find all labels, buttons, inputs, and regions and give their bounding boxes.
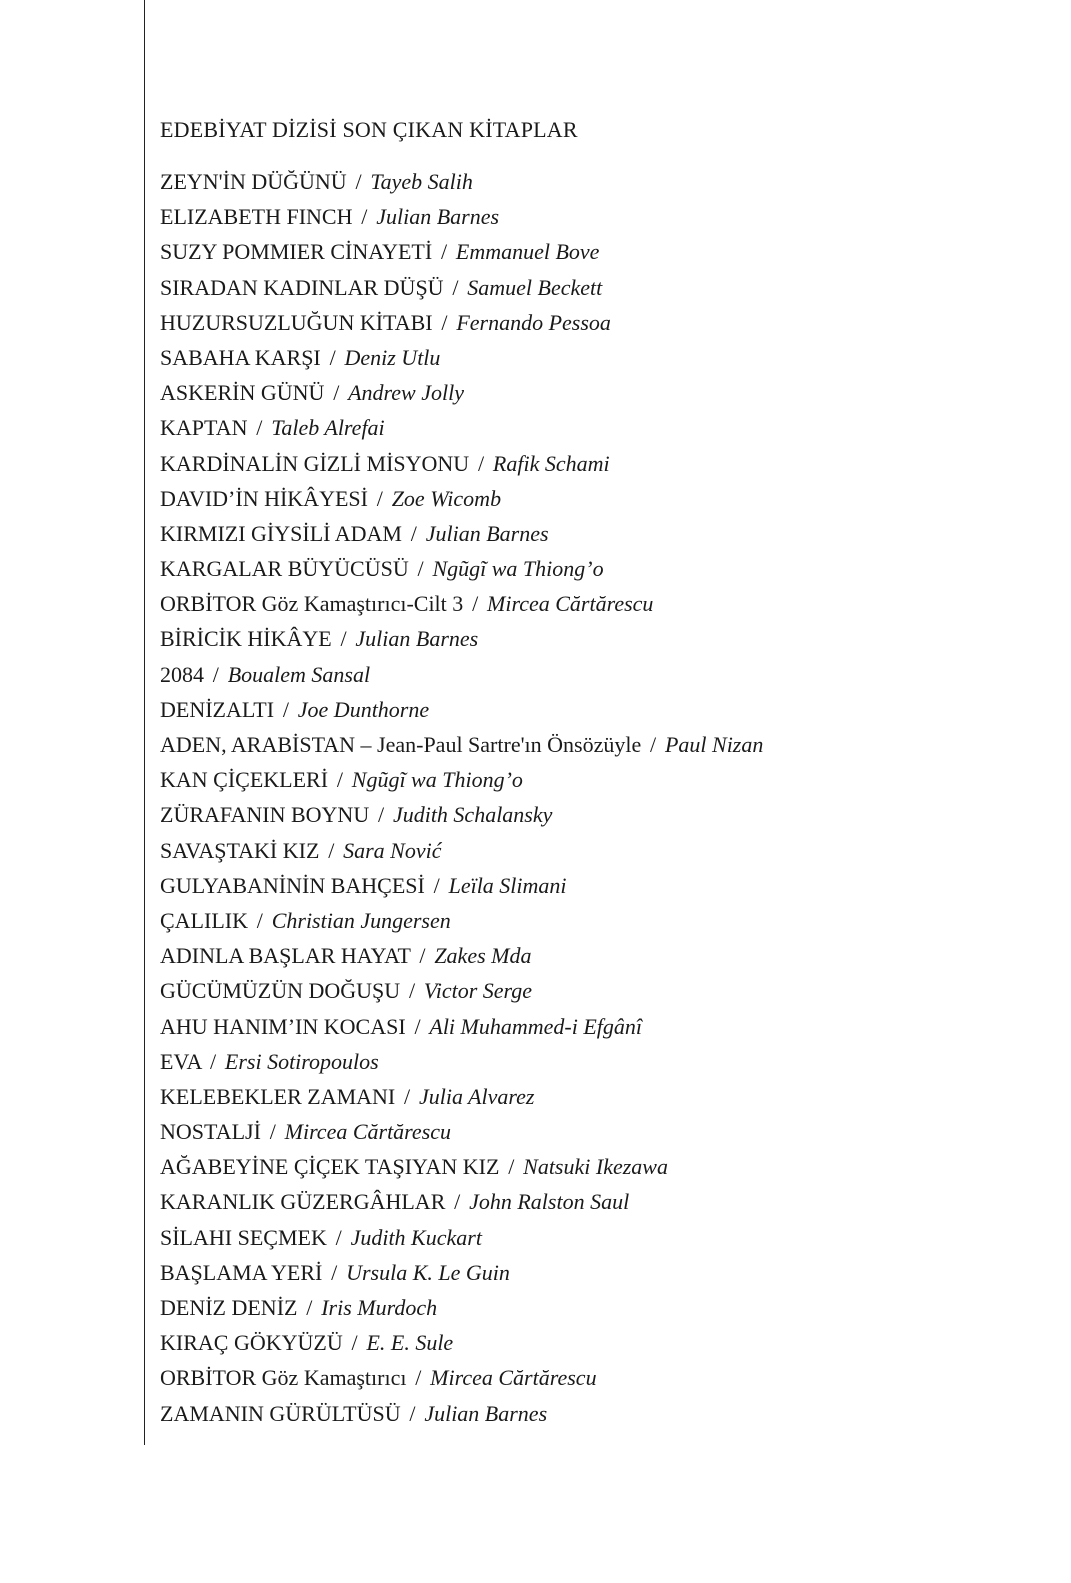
book-title: ÇALILIK <box>160 907 248 933</box>
list-item <box>160 375 1040 410</box>
book-author: Andrew Jolly <box>348 380 464 406</box>
book-title: EVA <box>160 1048 202 1074</box>
list-item <box>160 1184 1040 1219</box>
separator: / <box>329 344 336 370</box>
book-title: DENİZALTI <box>160 696 275 722</box>
separator: / <box>650 732 657 757</box>
book-author: Victor Serge <box>423 978 533 1004</box>
series-title: EDEBİYAT DİZİSİ SON ÇIKAN KİTAPLAR <box>160 117 578 142</box>
book-author: Julian Barnes <box>355 626 479 652</box>
book-title: NOSTALJİ <box>160 1119 261 1145</box>
list-item <box>160 199 1040 234</box>
list-item <box>160 551 1040 586</box>
separator: / <box>336 767 343 793</box>
book-author: Tayeb Salih <box>370 169 473 194</box>
book-author: Judith Schalansky <box>392 802 553 828</box>
list-item <box>160 481 1040 516</box>
separator: / <box>472 591 479 617</box>
separator: / <box>361 204 368 230</box>
list-item <box>160 446 1040 481</box>
book-author: Ngũgĩ wa Thiong’o <box>432 556 604 582</box>
book-title: KIRAÇ GÖKYÜZÜ <box>160 1330 343 1356</box>
book-title: DENİZ DENİZ <box>160 1295 298 1320</box>
book-author: Joe Dunthorne <box>297 696 430 722</box>
book-author: Christian Jungersen <box>271 907 451 933</box>
separator: / <box>409 1400 416 1426</box>
book-title: KAN ÇİÇEKLERİ <box>160 767 329 793</box>
separator: / <box>378 802 385 828</box>
book-title: ORBİTOR Göz Kamaştırıcı <box>160 1365 407 1391</box>
list-item <box>160 1220 1040 1255</box>
book-author: Rafik Schami <box>492 450 610 476</box>
separator: / <box>415 1365 422 1391</box>
list-item <box>160 164 1040 199</box>
list-item <box>160 516 1040 551</box>
book-title: ZEYN'İN DÜĞÜNÜ <box>160 169 347 194</box>
list-item <box>160 586 1040 621</box>
list-item <box>160 1114 1040 1149</box>
book-title: HUZURSUZLUĞUN KİTABI <box>160 309 433 335</box>
book-title: DAVID’İN HİKÂYESİ <box>160 485 368 511</box>
book-title: AĞABEYİNE ÇİÇEK TAŞIYAN KIZ <box>160 1154 500 1180</box>
list-item <box>160 1290 1040 1325</box>
book-author: Mircea Cărtărescu <box>430 1365 597 1391</box>
book-author: Deniz Utlu <box>344 344 441 370</box>
book-title: KARGALAR BÜYÜCÜSÜ <box>160 556 409 582</box>
book-author: Julian Barnes <box>376 204 500 230</box>
book-author: Ngũgĩ wa Thiong’o <box>351 767 523 793</box>
margin-rule <box>144 0 145 1445</box>
book-title: ASKERİN GÜNÜ <box>160 380 325 406</box>
list-item <box>160 1079 1040 1114</box>
book-title: SAVAŞTAKİ KIZ <box>160 837 320 863</box>
separator: / <box>419 943 426 969</box>
separator: / <box>508 1154 515 1180</box>
separator: / <box>269 1119 276 1145</box>
book-title: AHU HANIM’IN KOCASI <box>160 1013 406 1039</box>
book-author: Ersi Sotiropoulos <box>224 1048 379 1074</box>
list-item <box>160 1325 1040 1360</box>
book-author: Julian Barnes <box>424 1400 548 1426</box>
separator: / <box>328 837 335 863</box>
list-item <box>160 727 1040 762</box>
book-author: Julian Barnes <box>425 520 549 546</box>
separator: / <box>256 907 263 933</box>
book-author: Mircea Cărtărescu <box>487 591 654 617</box>
separator: / <box>256 415 263 441</box>
book-author: Fernando Pessoa <box>456 309 611 335</box>
list-item <box>160 305 1040 340</box>
separator: / <box>331 1259 338 1285</box>
separator: / <box>404 1083 411 1109</box>
list-item <box>160 762 1040 797</box>
separator: / <box>212 661 219 687</box>
book-title: KIRMIZI GİYSİLİ ADAM <box>160 520 402 546</box>
separator: / <box>209 1048 217 1074</box>
book-title: ADINLA BAŞLAR HAYAT <box>160 943 411 969</box>
book-author: Leïla Slimani <box>448 872 567 898</box>
list-item <box>160 621 1040 656</box>
list-item <box>160 868 1040 903</box>
separator: / <box>306 1295 313 1320</box>
list-item <box>160 270 1040 305</box>
book-author: Emmanuel Bove <box>455 239 600 265</box>
book-author: Natsuki Ikezawa <box>523 1154 668 1180</box>
list-item <box>160 340 1040 375</box>
list-item <box>160 1360 1040 1395</box>
separator: / <box>441 309 448 335</box>
book-author: Ali Muhammed-i Efgânî <box>429 1013 643 1039</box>
book-author: Sara Nović <box>343 837 442 863</box>
book-title: GULYABANİNİN BAHÇESİ <box>160 872 425 898</box>
list-item <box>160 938 1040 973</box>
book-title: KELEBEKLER ZAMANI <box>160 1083 396 1109</box>
book-list <box>160 164 1040 1431</box>
book-author: Paul Nizan <box>664 732 764 757</box>
book-title: GÜCÜMÜZÜN DOĞUŞU <box>160 978 401 1004</box>
book-author: Boualem Sansal <box>227 661 371 687</box>
book-author: Samuel Beckett <box>467 274 603 300</box>
list-item <box>160 234 1040 269</box>
book-author: Mircea Cărtărescu <box>284 1119 452 1145</box>
book-title: 2084 <box>160 661 204 687</box>
book-author: Ursula K. Le Guin <box>346 1259 510 1285</box>
list-item <box>160 1044 1040 1079</box>
book-title: ZÜRAFANIN BOYNU <box>160 802 370 828</box>
separator: / <box>333 380 340 406</box>
book-author: Judith Kuckart <box>350 1224 482 1250</box>
book-list-page <box>160 112 1040 1431</box>
book-title: ZAMANIN GÜRÜLTÜSÜ <box>160 1400 401 1426</box>
separator: / <box>417 556 424 582</box>
list-item <box>160 410 1040 445</box>
book-title: BAŞLAMA YERİ <box>160 1259 323 1285</box>
separator: / <box>433 872 440 898</box>
list-item <box>160 797 1040 832</box>
book-title: BİRİCİK HİKÂYE <box>160 626 332 652</box>
list-item <box>160 692 1040 727</box>
list-item <box>160 833 1040 868</box>
book-title: SUZY POMMIER CİNAYETİ <box>160 239 433 265</box>
book-author: E. E. Sule <box>366 1330 454 1356</box>
list-item <box>160 1255 1040 1290</box>
book-author: Julia Alvarez <box>418 1083 535 1109</box>
separator: / <box>351 1330 358 1356</box>
separator: / <box>410 520 417 546</box>
book-title: SIRADAN KADINLAR DÜŞÜ <box>160 274 444 300</box>
list-item <box>160 657 1040 692</box>
separator: / <box>340 626 347 652</box>
book-title: SABAHA KARŞI <box>160 344 321 370</box>
separator: / <box>408 978 416 1004</box>
book-title: KARANLIK GÜZERGÂHLAR <box>160 1189 446 1215</box>
separator: / <box>376 485 383 511</box>
list-item <box>160 973 1040 1008</box>
separator: / <box>414 1013 421 1039</box>
list-item <box>160 1396 1040 1431</box>
separator: / <box>282 696 289 722</box>
book-title: SİLAHI SEÇMEK <box>160 1224 327 1250</box>
book-author: Zakes Mda <box>434 943 532 969</box>
separator: / <box>454 1189 461 1215</box>
separator: / <box>477 450 485 476</box>
separator: / <box>440 239 448 265</box>
book-title: KAPTAN <box>160 415 248 441</box>
list-item <box>160 1149 1040 1184</box>
separator: / <box>335 1224 342 1250</box>
book-author: Taleb Alrefai <box>271 415 385 441</box>
book-author: Zoe Wicomb <box>391 485 502 511</box>
separator: / <box>452 274 459 300</box>
list-item <box>160 903 1040 938</box>
book-author: John Ralston Saul <box>469 1189 630 1215</box>
book-author: Iris Murdoch <box>321 1295 438 1320</box>
book-title: ADEN, ARABİSTAN – Jean-Paul Sartre'ın Önsözüyle <box>160 732 642 757</box>
book-title: ELIZABETH FINCH <box>160 204 353 230</box>
book-title: ORBİTOR Göz Kamaştırıcı-Cilt 3 <box>160 591 464 617</box>
book-title: KARDİNALİN GİZLİ MİSYONU <box>160 450 470 476</box>
separator: / <box>355 169 362 194</box>
list-item <box>160 1009 1040 1044</box>
